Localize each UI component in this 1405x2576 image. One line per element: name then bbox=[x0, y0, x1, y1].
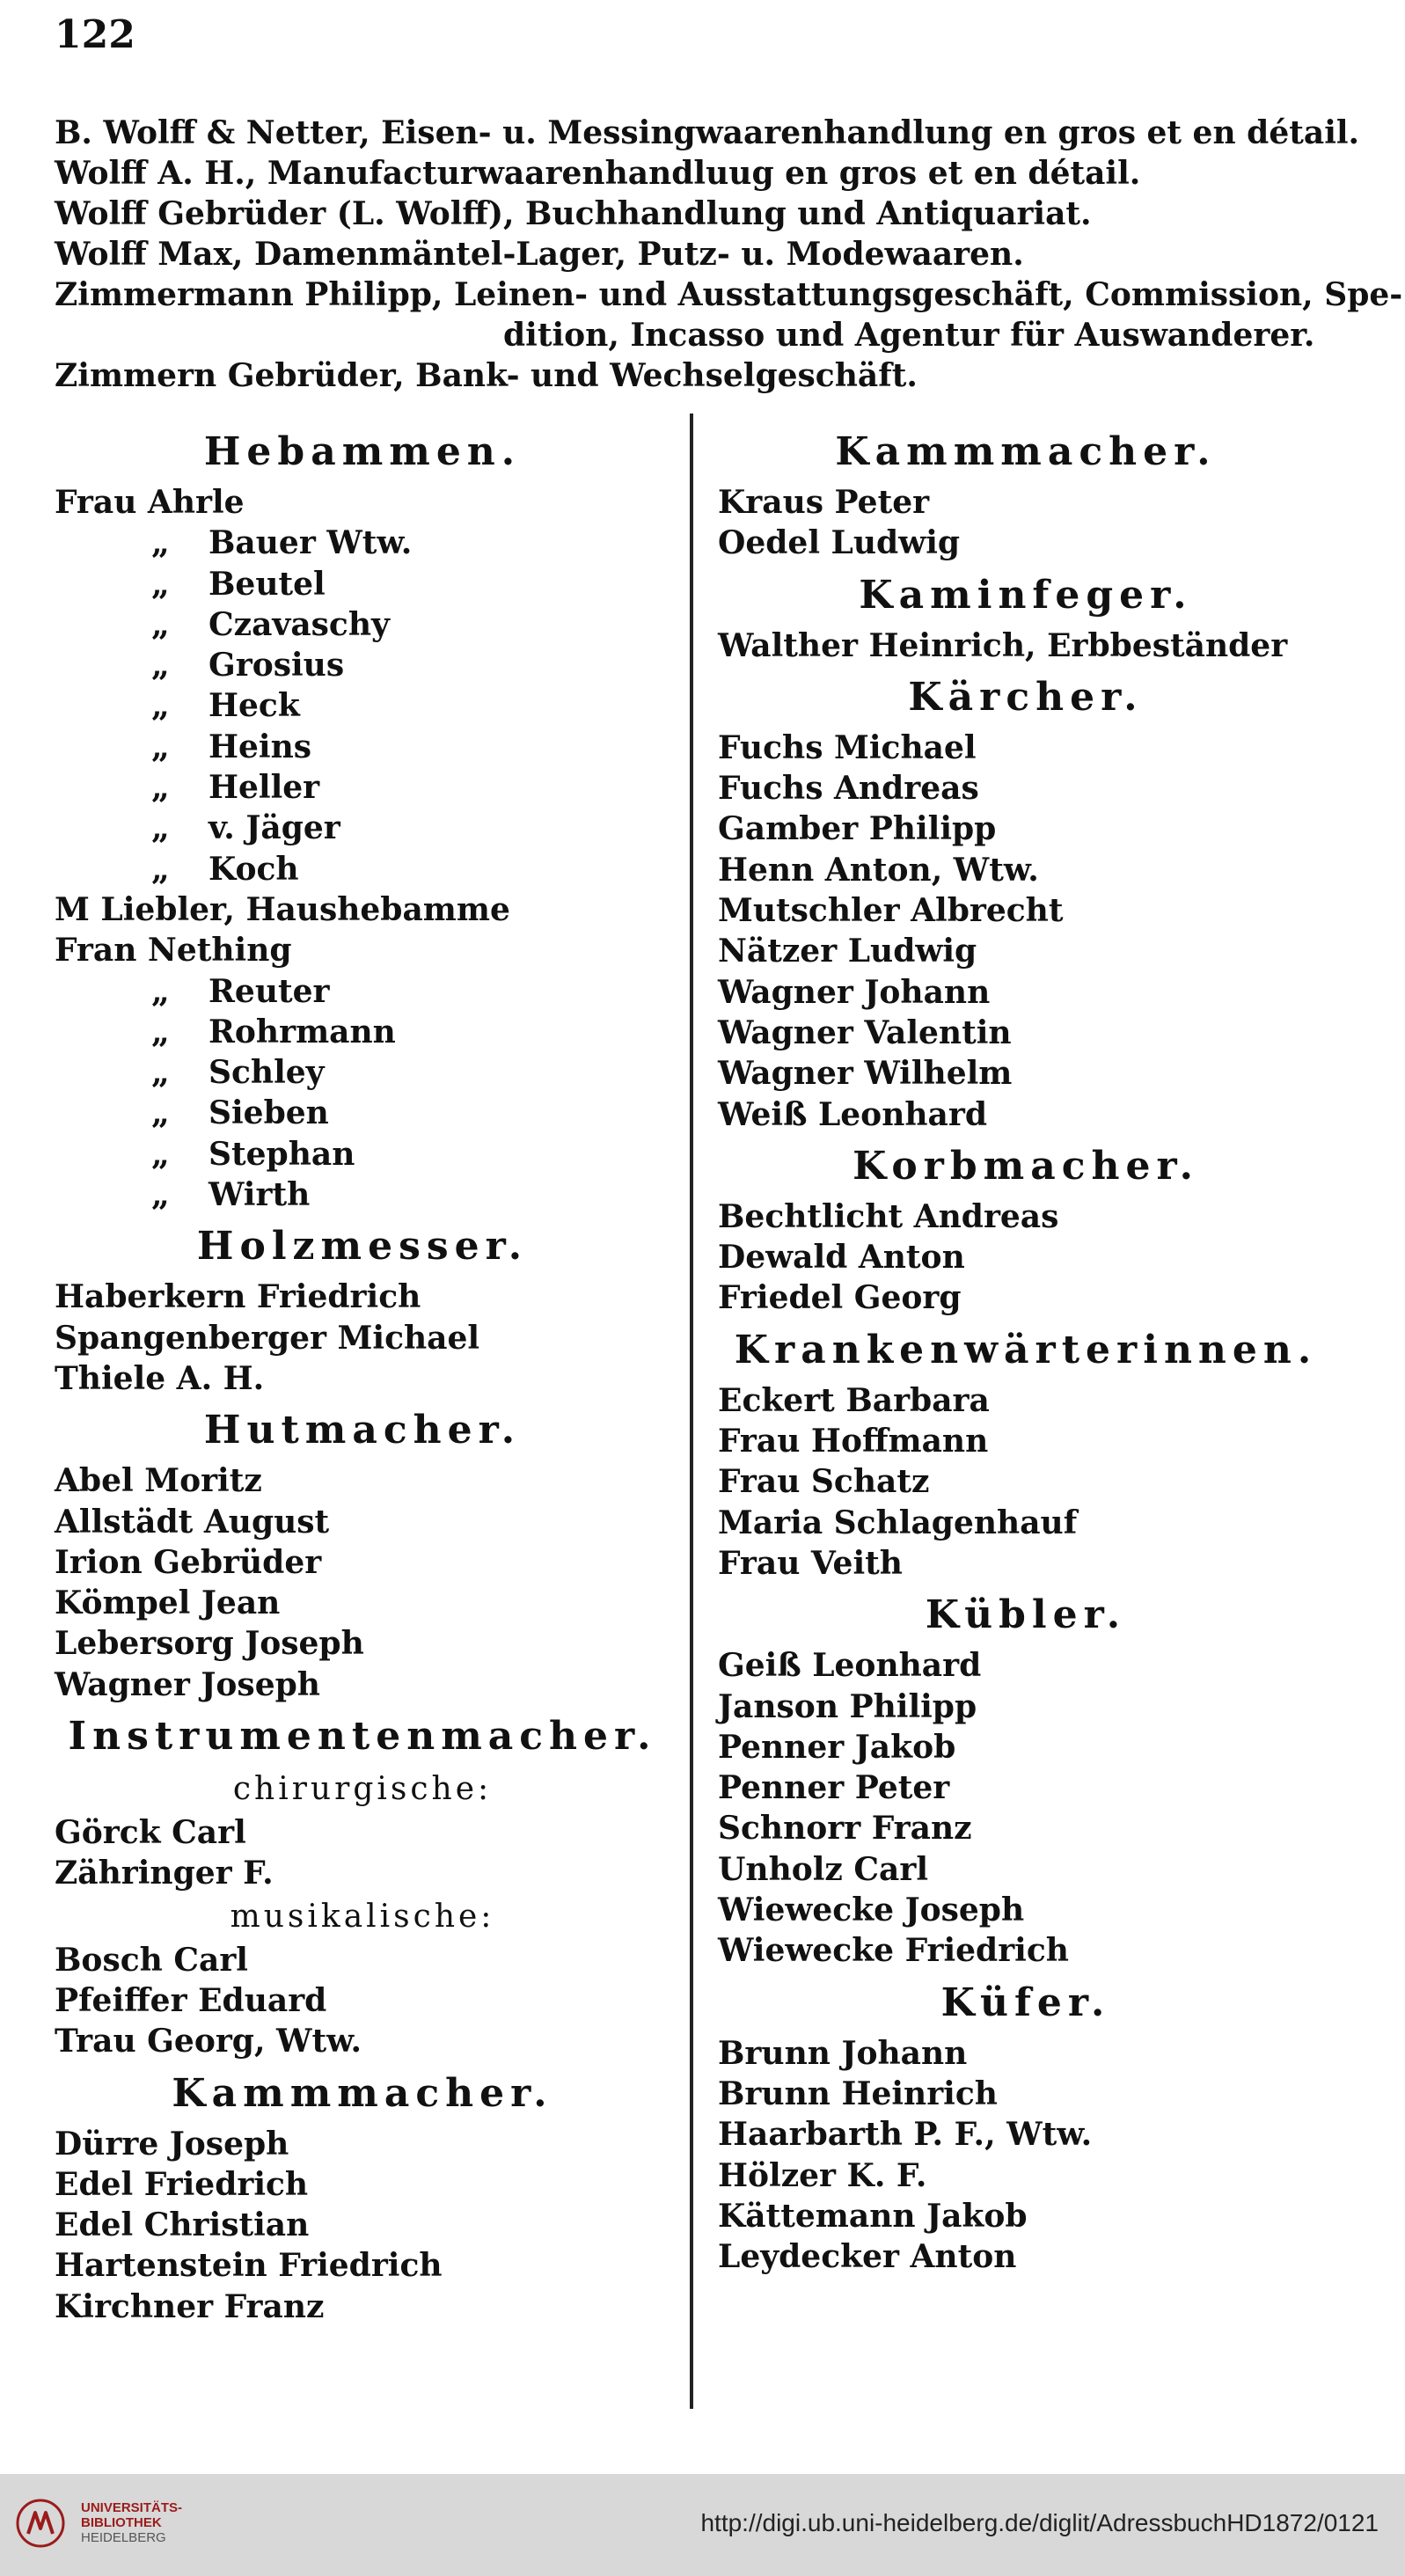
section-kuefer bbox=[718, 1977, 1334, 2278]
list-item: Schnorr Franz bbox=[718, 1810, 972, 1848]
list-item: „ Wirth bbox=[55, 1175, 670, 1215]
section-heading: Küfer. bbox=[940, 1980, 1111, 2025]
list-item: Gamber Philipp bbox=[718, 810, 997, 848]
list-item: Wiewecke Joseph bbox=[718, 1892, 1025, 1929]
list-item: Bosch Carl bbox=[55, 1941, 248, 1979]
list-item: „ v. Jäger bbox=[55, 808, 670, 848]
list-item: Nätzer Ludwig bbox=[718, 933, 977, 970]
header-entry: Zimmermann Philipp, Leinen- und Ausstattungsgeschäft, Commission, Spe- bbox=[55, 276, 1403, 313]
list-item: Edel Friedrich bbox=[55, 2165, 309, 2203]
right-column bbox=[718, 421, 1334, 2277]
ditto-mark: „ bbox=[151, 524, 170, 562]
list-item: Wagner Wilhelm bbox=[718, 1055, 1013, 1093]
ditto-mark: „ bbox=[151, 687, 170, 725]
list-item: Frau Schatz bbox=[718, 1463, 930, 1501]
list-item: „ Koch bbox=[55, 849, 670, 889]
footer-bar bbox=[0, 2474, 1405, 2576]
list-item: Fuchs Andreas bbox=[718, 770, 979, 808]
list-item: Dürre Joseph bbox=[55, 2125, 289, 2163]
list-item: Haberkern Friedrich bbox=[55, 1278, 421, 1316]
list-item: Spangenberger Michael bbox=[55, 1319, 480, 1357]
section-kaercher bbox=[718, 671, 1334, 1135]
header-entry-continuation: dition, Incasso und Agentur für Auswanderer. bbox=[503, 317, 1315, 354]
list-item: Hartenstein Friedrich bbox=[55, 2247, 443, 2285]
list-item: Görck Carl bbox=[55, 1814, 246, 1852]
list-item: „ Heck bbox=[55, 685, 670, 726]
list-item: Maria Schlagenhauf bbox=[718, 1504, 1078, 1541]
ditto-mark: „ bbox=[151, 1135, 170, 1173]
list-item: Bechtlicht Andreas bbox=[718, 1197, 1059, 1235]
left-column bbox=[55, 421, 670, 2327]
ditto-mark: „ bbox=[151, 850, 170, 888]
header-entry: Wolff A. H., Manufacturwaarenhandluug en gros et en détail. bbox=[55, 155, 1141, 192]
section-kammmacher-cont bbox=[718, 426, 1334, 564]
list-item: „ Grosius bbox=[55, 645, 670, 685]
source-url-link[interactable]: http://digi.ub.uni-heidelberg.de/diglit/AdressbuchHD1872/0121 bbox=[700, 2509, 1379, 2536]
list-item: Edel Christian bbox=[55, 2206, 310, 2244]
list-item: „ Czavaschy bbox=[55, 604, 670, 645]
list-item: „ Rohrmann bbox=[55, 1012, 670, 1052]
list-item: Thiele A. H. bbox=[55, 1359, 265, 1397]
subsection-heading: musikalische: bbox=[230, 1898, 495, 1935]
list-item: Frau Hoffmann bbox=[718, 1423, 989, 1460]
list-item: „ Heller bbox=[55, 767, 670, 808]
list-item: „ Stephan bbox=[55, 1134, 670, 1175]
list-item: Brunn Johann bbox=[718, 2034, 968, 2072]
section-heading: Kärcher. bbox=[908, 674, 1144, 720]
list-item: M Liebler, Haushebamme bbox=[55, 890, 510, 928]
list-item: Fuchs Michael bbox=[718, 728, 977, 766]
section-hebammen bbox=[55, 426, 670, 1215]
list-item: Penner Jakob bbox=[718, 1728, 956, 1766]
list-item: Wagner Valentin bbox=[718, 1014, 1012, 1051]
section-heading: Kammmacher. bbox=[835, 429, 1217, 474]
ditto-mark: „ bbox=[151, 972, 170, 1010]
list-item: Unholz Carl bbox=[718, 1850, 929, 1888]
ditto-mark: „ bbox=[151, 728, 170, 765]
list-item: Oedel Ludwig bbox=[718, 524, 961, 562]
section-heading: Krankenwärterinnen. bbox=[734, 1327, 1318, 1372]
list-item: Frau Ahrle bbox=[55, 484, 245, 521]
section-heading: Hutmacher. bbox=[203, 1408, 522, 1453]
list-item: Allstädt August bbox=[55, 1503, 330, 1540]
library-name: UNIVERSITÄTS- BIBLIOTHEK HEIDELBERG bbox=[81, 2500, 183, 2545]
list-item: Frau Veith bbox=[718, 1544, 903, 1582]
list-item: Haarbarth P. F., Wtw. bbox=[718, 2116, 1093, 2154]
list-item: Penner Peter bbox=[718, 1769, 950, 1807]
list-item: Pfeiffer Eduard bbox=[55, 1981, 327, 2019]
list-item: Weiß Leonhard bbox=[718, 1095, 987, 1133]
section-heading: Korbmacher. bbox=[853, 1143, 1199, 1189]
list-item: Henn Anton, Wtw. bbox=[718, 851, 1039, 889]
section-heading: Hebammen. bbox=[203, 429, 522, 474]
list-item: Fran Nething bbox=[55, 932, 292, 970]
list-item: Hölzer K. F. bbox=[718, 2156, 927, 2194]
list-item: Kömpel Jean bbox=[55, 1584, 281, 1622]
section-hutmacher bbox=[55, 1404, 670, 1705]
list-item: „ Sieben bbox=[55, 1093, 670, 1133]
section-heading: Instrumentenmacher. bbox=[68, 1714, 657, 1760]
page-number: 122 bbox=[55, 12, 135, 57]
list-item: Leydecker Anton bbox=[718, 2238, 1017, 2276]
section-instrumentenmacher bbox=[55, 1710, 670, 2061]
list-item: Walther Heinrich, Erbbeständer bbox=[718, 626, 1288, 664]
section-heading: Kübler. bbox=[925, 1592, 1127, 1638]
university-library-logo-icon bbox=[16, 2499, 65, 2548]
list-item: Kraus Peter bbox=[718, 484, 930, 521]
header-entry: B. Wolff & Netter, Eisen- u. Messingwaarenhandlung en gros et en détail. bbox=[55, 114, 1360, 151]
list-item: Wiewecke Friedrich bbox=[718, 1932, 1069, 1970]
ditto-mark: „ bbox=[151, 1176, 170, 1214]
list-item: Mutschler Albrecht bbox=[718, 892, 1064, 930]
list-item: „ Heins bbox=[55, 727, 670, 767]
ditto-mark: „ bbox=[151, 1013, 170, 1050]
list-item: Kättemann Jakob bbox=[718, 2197, 1028, 2235]
list-item: Kirchner Franz bbox=[55, 2287, 325, 2325]
list-item: Friedel Georg bbox=[718, 1279, 962, 1317]
header-entry: Zimmern Gebrüder, Bank- und Wechselgeschäft. bbox=[55, 357, 918, 394]
header-entry: Wolff Max, Damenmäntel-Lager, Putz- u. Modewaaren. bbox=[55, 236, 1024, 273]
ditto-mark: „ bbox=[151, 809, 170, 847]
section-heading: Kammmacher. bbox=[172, 2070, 553, 2116]
column-divider bbox=[690, 413, 693, 2409]
ditto-mark: „ bbox=[151, 565, 170, 603]
list-item: Irion Gebrüder bbox=[55, 1543, 322, 1581]
ditto-mark: „ bbox=[151, 1054, 170, 1092]
section-kammmacher bbox=[55, 2067, 670, 2327]
list-item: Eckert Barbara bbox=[718, 1381, 990, 1419]
list-item: Wagner Joseph bbox=[55, 1665, 320, 1703]
section-kaminfeger bbox=[718, 569, 1334, 666]
section-korbmacher bbox=[718, 1140, 1334, 1319]
section-heading: Holzmesser. bbox=[196, 1224, 529, 1270]
list-item: Janson Philipp bbox=[718, 1687, 977, 1725]
list-item: Wagner Johann bbox=[718, 973, 991, 1011]
list-item: Dewald Anton bbox=[718, 1239, 965, 1277]
list-item: Trau Georg, Wtw. bbox=[55, 2023, 362, 2060]
list-item: „ Schley bbox=[55, 1052, 670, 1093]
ditto-mark: „ bbox=[151, 769, 170, 807]
list-item: Lebersorg Joseph bbox=[55, 1625, 364, 1663]
list-item: „ Reuter bbox=[55, 971, 670, 1012]
subsection-heading: chirurgische: bbox=[232, 1771, 493, 1808]
ditto-mark: „ bbox=[151, 1094, 170, 1132]
section-krankenwaerterinnen bbox=[718, 1324, 1334, 1584]
list-item: Brunn Heinrich bbox=[718, 2075, 998, 2112]
header-entries bbox=[55, 113, 1403, 396]
header-entry: Wolff Gebrüder (L. Wolff), Buchhandlung und Antiquariat. bbox=[55, 195, 1092, 232]
list-item: Geiß Leonhard bbox=[718, 1647, 982, 1685]
ditto-mark: „ bbox=[151, 647, 170, 684]
list-item: „ Bauer Wtw. bbox=[55, 523, 670, 563]
list-item: Abel Moritz bbox=[55, 1462, 262, 1500]
ditto-mark: „ bbox=[151, 605, 170, 643]
section-heading: Kaminfeger. bbox=[859, 572, 1193, 618]
list-item: „ Beutel bbox=[55, 564, 670, 604]
list-item: Zähringer F. bbox=[55, 1855, 274, 1892]
section-kuebler bbox=[718, 1589, 1334, 1971]
section-holzmesser bbox=[55, 1220, 670, 1399]
